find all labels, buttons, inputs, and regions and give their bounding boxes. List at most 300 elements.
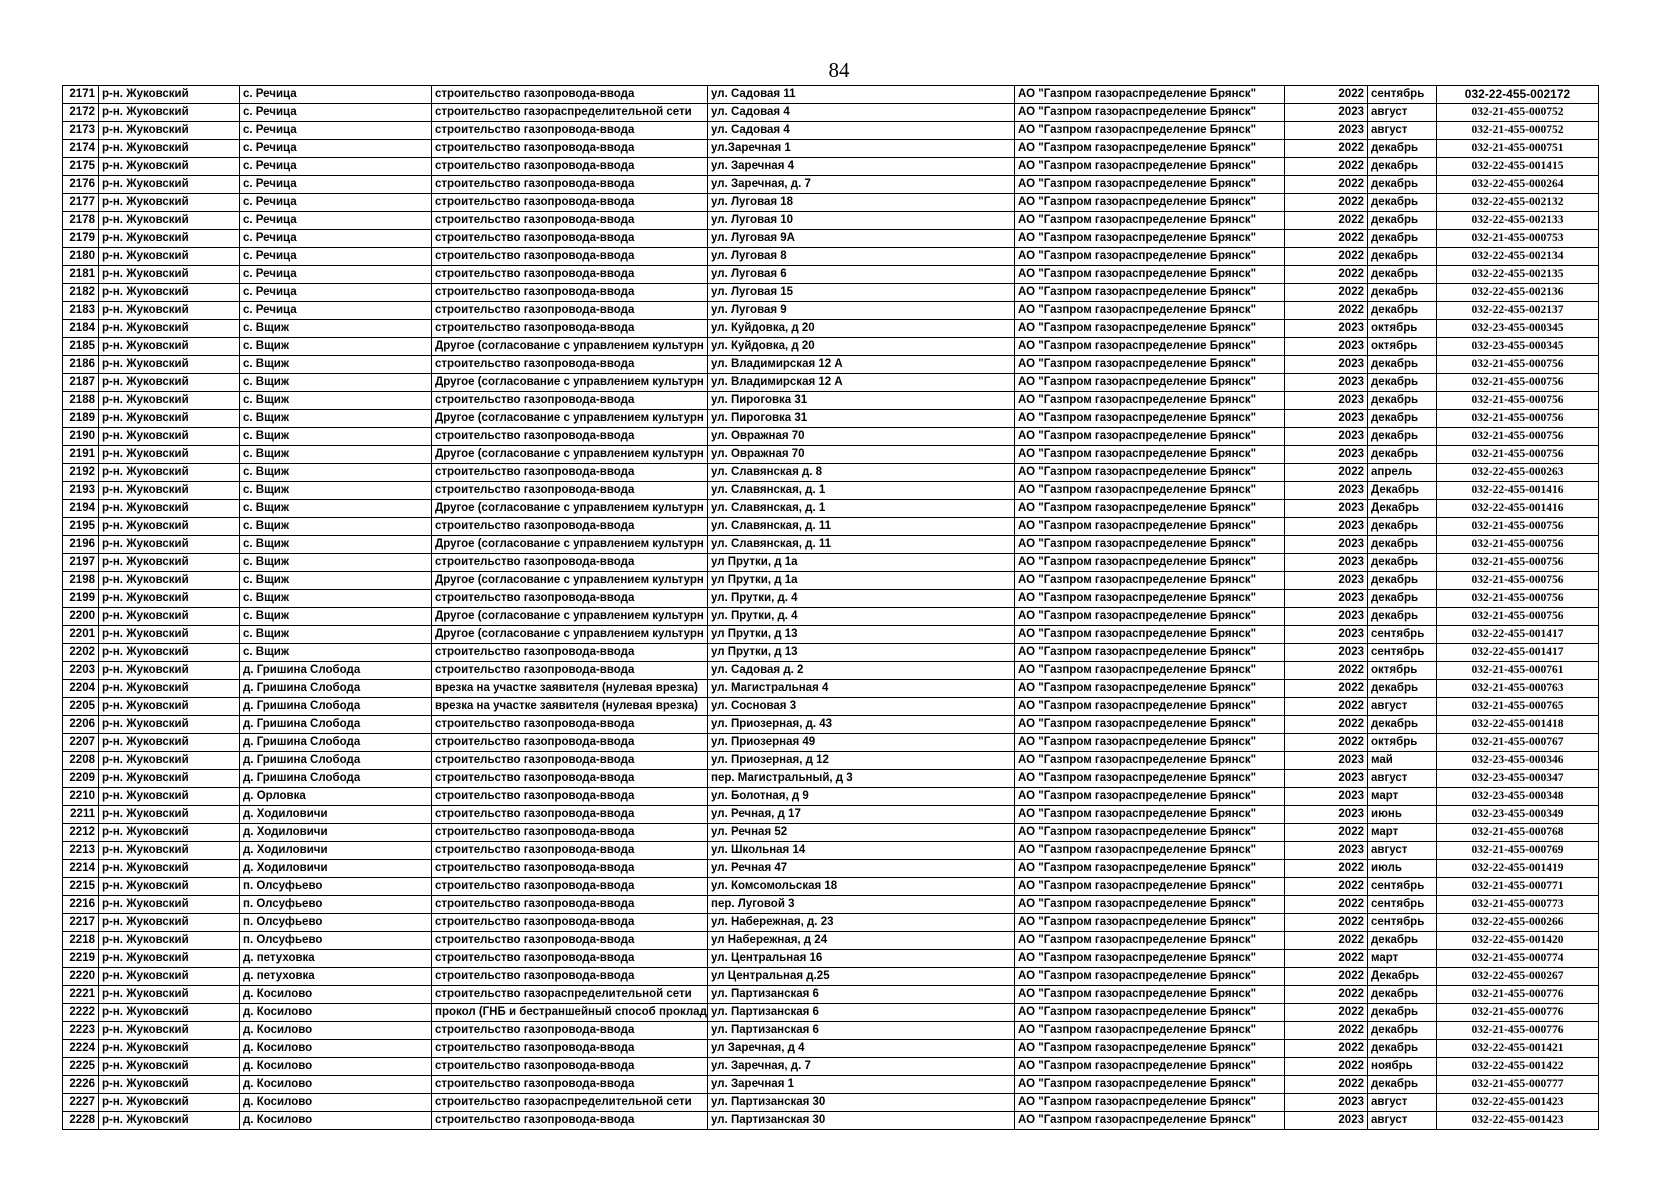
address-cell: ул. Речная, д 17 <box>708 806 1015 824</box>
organization-cell: АО "Газпром газораспределение Брянск" <box>1015 932 1285 950</box>
locality-cell: с. Вщиж <box>240 356 432 374</box>
month-cell: декабрь <box>1368 446 1437 464</box>
work-type-cell: строительство газораспределительной сети <box>432 986 708 1004</box>
table-row <box>63 752 1599 770</box>
address-cell: ул Прутки, д 13 <box>708 626 1015 644</box>
district-cell: р-н. Жуковский <box>99 572 240 590</box>
locality-cell: д. Гришина Слобода <box>240 662 432 680</box>
permit-code-cell: 032-22-455-001415 <box>1437 158 1599 176</box>
organization-cell: АО "Газпром газораспределение Брянск" <box>1015 968 1285 986</box>
year-cell: 2022 <box>1285 1058 1368 1076</box>
permit-code-cell: 032-21-455-000752 <box>1437 122 1599 140</box>
row-number-cell: 2206 <box>63 716 99 734</box>
work-type-cell: строительство газопровода-ввода <box>432 518 708 536</box>
work-type-cell: строительство газопровода-ввода <box>432 716 708 734</box>
table-row <box>63 500 1599 518</box>
year-cell: 2023 <box>1285 122 1368 140</box>
district-cell: р-н. Жуковский <box>99 950 240 968</box>
year-cell: 2023 <box>1285 104 1368 122</box>
address-cell: ул. Луговая 8 <box>708 248 1015 266</box>
year-cell: 2022 <box>1285 1040 1368 1058</box>
row-number-cell: 2217 <box>63 914 99 932</box>
organization-cell: АО "Газпром газораспределение Брянск" <box>1015 302 1285 320</box>
year-cell: 2022 <box>1285 212 1368 230</box>
locality-cell: д. Косилово <box>240 1058 432 1076</box>
district-cell: р-н. Жуковский <box>99 932 240 950</box>
address-cell: ул. Садовая 4 <box>708 104 1015 122</box>
year-cell: 2023 <box>1285 410 1368 428</box>
address-cell: ул. Приозерная, д. 43 <box>708 716 1015 734</box>
permit-code-cell: 032-22-455-001420 <box>1437 932 1599 950</box>
district-cell: р-н. Жуковский <box>99 986 240 1004</box>
year-cell: 2022 <box>1285 158 1368 176</box>
organization-cell: АО "Газпром газораспределение Брянск" <box>1015 842 1285 860</box>
district-cell: р-н. Жуковский <box>99 824 240 842</box>
row-number-cell: 2225 <box>63 1058 99 1076</box>
locality-cell: с. Вщиж <box>240 500 432 518</box>
locality-cell: с. Речица <box>240 248 432 266</box>
year-cell: 2022 <box>1285 302 1368 320</box>
locality-cell: с. Вщиж <box>240 644 432 662</box>
permit-code-cell: 032-23-455-000346 <box>1437 752 1599 770</box>
year-cell: 2022 <box>1285 896 1368 914</box>
permit-code-cell: 032-21-455-000774 <box>1437 950 1599 968</box>
address-cell: ул Набережная, д 24 <box>708 932 1015 950</box>
organization-cell: АО "Газпром газораспределение Брянск" <box>1015 86 1285 104</box>
month-cell: декабрь <box>1368 590 1437 608</box>
locality-cell: д. Косилово <box>240 1076 432 1094</box>
address-cell: ул. Приозерная, д 12 <box>708 752 1015 770</box>
month-cell: декабрь <box>1368 212 1437 230</box>
row-number-cell: 2219 <box>63 950 99 968</box>
organization-cell: АО "Газпром газораспределение Брянск" <box>1015 500 1285 518</box>
year-cell: 2022 <box>1285 86 1368 104</box>
district-cell: р-н. Жуковский <box>99 590 240 608</box>
organization-cell: АО "Газпром газораспределение Брянск" <box>1015 1112 1285 1130</box>
address-cell: ул. Заречная, д. 7 <box>708 176 1015 194</box>
work-type-cell: строительство газопровода-ввода <box>432 122 708 140</box>
address-cell: ул. Приозерная 49 <box>708 734 1015 752</box>
year-cell: 2022 <box>1285 194 1368 212</box>
table-row <box>63 986 1599 1004</box>
permit-code-cell: 032-21-455-000776 <box>1437 1022 1599 1040</box>
address-cell: ул Прутки, д 1а <box>708 554 1015 572</box>
table-row <box>63 806 1599 824</box>
year-cell: 2023 <box>1285 356 1368 374</box>
month-cell: декабрь <box>1368 536 1437 554</box>
month-cell: октябрь <box>1368 734 1437 752</box>
month-cell: декабрь <box>1368 230 1437 248</box>
organization-cell: АО "Газпром газораспределение Брянск" <box>1015 1004 1285 1022</box>
address-cell: ул. Прутки, д. 4 <box>708 608 1015 626</box>
work-type-cell: строительство газопровода-ввода <box>432 734 708 752</box>
row-number-cell: 2187 <box>63 374 99 392</box>
row-number-cell: 2188 <box>63 392 99 410</box>
district-cell: р-н. Жуковский <box>99 680 240 698</box>
organization-cell: АО "Газпром газораспределение Брянск" <box>1015 1094 1285 1112</box>
permit-code-cell: 032-21-455-000756 <box>1437 536 1599 554</box>
row-number-cell: 2224 <box>63 1040 99 1058</box>
locality-cell: д. Ходиловичи <box>240 824 432 842</box>
month-cell: декабрь <box>1368 554 1437 572</box>
table-row <box>63 1040 1599 1058</box>
district-cell: р-н. Жуковский <box>99 554 240 572</box>
work-type-cell: строительство газопровода-ввода <box>432 896 708 914</box>
work-type-cell: строительство газопровода-ввода <box>432 86 708 104</box>
row-number-cell: 2174 <box>63 140 99 158</box>
address-cell: ул. Речная 47 <box>708 860 1015 878</box>
organization-cell: АО "Газпром газораспределение Брянск" <box>1015 860 1285 878</box>
page-number: 84 <box>828 58 850 82</box>
month-cell: сентябрь <box>1368 644 1437 662</box>
year-cell: 2023 <box>1285 374 1368 392</box>
address-cell: ул. Пироговка 31 <box>708 392 1015 410</box>
work-type-cell: строительство газопровода-ввода <box>432 482 708 500</box>
month-cell: декабрь <box>1368 302 1437 320</box>
table-row <box>63 212 1599 230</box>
address-cell: ул. Луговая 6 <box>708 266 1015 284</box>
district-cell: р-н. Жуковский <box>99 1094 240 1112</box>
organization-cell: АО "Газпром газораспределение Брянск" <box>1015 140 1285 158</box>
district-cell: р-н. Жуковский <box>99 266 240 284</box>
locality-cell: д. петуховка <box>240 968 432 986</box>
organization-cell: АО "Газпром газораспределение Брянск" <box>1015 338 1285 356</box>
month-cell: август <box>1368 698 1437 716</box>
table-row <box>63 896 1599 914</box>
address-cell: ул.Заречная 1 <box>708 140 1015 158</box>
organization-cell: АО "Газпром газораспределение Брянск" <box>1015 536 1285 554</box>
permit-code-cell: 032-21-455-000777 <box>1437 1076 1599 1094</box>
district-cell: р-н. Жуковский <box>99 158 240 176</box>
organization-cell: АО "Газпром газораспределение Брянск" <box>1015 1076 1285 1094</box>
locality-cell: с. Вщиж <box>240 338 432 356</box>
locality-cell: д. Гришина Слобода <box>240 770 432 788</box>
address-cell: ул. Школьная 14 <box>708 842 1015 860</box>
locality-cell: с. Речица <box>240 104 432 122</box>
row-number-cell: 2220 <box>63 968 99 986</box>
organization-cell: АО "Газпром газораспределение Брянск" <box>1015 806 1285 824</box>
table-row <box>63 914 1599 932</box>
district-cell: р-н. Жуковский <box>99 1022 240 1040</box>
month-cell: сентябрь <box>1368 86 1437 104</box>
locality-cell: с. Вщиж <box>240 536 432 554</box>
month-cell: декабрь <box>1368 932 1437 950</box>
work-type-cell: строительство газопровода-ввода <box>432 140 708 158</box>
table-row <box>63 410 1599 428</box>
year-cell: 2022 <box>1285 986 1368 1004</box>
district-cell: р-н. Жуковский <box>99 320 240 338</box>
locality-cell: с. Вщиж <box>240 374 432 392</box>
address-cell: ул. Партизанская 6 <box>708 1022 1015 1040</box>
district-cell: р-н. Жуковский <box>99 752 240 770</box>
permit-code-cell: 032-21-455-000752 <box>1437 104 1599 122</box>
year-cell: 2022 <box>1285 266 1368 284</box>
address-cell: ул. Набережная, д. 23 <box>708 914 1015 932</box>
locality-cell: д. Косилово <box>240 1094 432 1112</box>
work-type-cell: строительство газопровода-ввода <box>432 950 708 968</box>
permit-code-cell: 032-21-455-000768 <box>1437 824 1599 842</box>
address-cell: ул Заречная, д 4 <box>708 1040 1015 1058</box>
month-cell: ноябрь <box>1368 1058 1437 1076</box>
year-cell: 2022 <box>1285 1004 1368 1022</box>
month-cell: декабрь <box>1368 140 1437 158</box>
table-row <box>63 698 1599 716</box>
permit-code-cell: 032-22-455-000267 <box>1437 968 1599 986</box>
year-cell: 2023 <box>1285 590 1368 608</box>
month-cell: апрель <box>1368 464 1437 482</box>
table-row <box>63 950 1599 968</box>
address-cell: пер. Магистральный, д 3 <box>708 770 1015 788</box>
row-number-cell: 2216 <box>63 896 99 914</box>
work-type-cell: Другое (согласование с управлением культурн <box>432 608 708 626</box>
year-cell: 2023 <box>1285 608 1368 626</box>
table-row <box>63 662 1599 680</box>
month-cell: декабрь <box>1368 608 1437 626</box>
address-cell: ул. Заречная 4 <box>708 158 1015 176</box>
organization-cell: АО "Газпром газораспределение Брянск" <box>1015 608 1285 626</box>
locality-cell: с. Вщиж <box>240 392 432 410</box>
table-row <box>63 572 1599 590</box>
row-number-cell: 2221 <box>63 986 99 1004</box>
work-type-cell: строительство газопровода-ввода <box>432 320 708 338</box>
month-cell: октябрь <box>1368 320 1437 338</box>
district-cell: р-н. Жуковский <box>99 140 240 158</box>
address-cell: ул. Сосновая 3 <box>708 698 1015 716</box>
district-cell: р-н. Жуковский <box>99 878 240 896</box>
permit-code-cell: 032-21-455-000756 <box>1437 392 1599 410</box>
address-cell: ул. Центральная 16 <box>708 950 1015 968</box>
organization-cell: АО "Газпром газораспределение Брянск" <box>1015 248 1285 266</box>
month-cell: декабрь <box>1368 1004 1437 1022</box>
address-cell: ул. Славянская, д. 1 <box>708 500 1015 518</box>
table-row <box>63 626 1599 644</box>
address-cell: ул. Луговая 15 <box>708 284 1015 302</box>
address-cell: ул. Владимирская 12 А <box>708 374 1015 392</box>
year-cell: 2022 <box>1285 662 1368 680</box>
organization-cell: АО "Газпром газораспределение Брянск" <box>1015 446 1285 464</box>
locality-cell: с. Вщиж <box>240 626 432 644</box>
district-cell: р-н. Жуковский <box>99 806 240 824</box>
district-cell: р-н. Жуковский <box>99 194 240 212</box>
district-cell: р-н. Жуковский <box>99 284 240 302</box>
year-cell: 2023 <box>1285 752 1368 770</box>
table-row <box>63 590 1599 608</box>
address-cell: ул. Луговая 9 <box>708 302 1015 320</box>
permit-code-cell: 032-21-455-000776 <box>1437 986 1599 1004</box>
permit-code-cell: 032-21-455-000756 <box>1437 518 1599 536</box>
year-cell: 2022 <box>1285 968 1368 986</box>
organization-cell: АО "Газпром газораспределение Брянск" <box>1015 176 1285 194</box>
address-cell: ул. Садовая 4 <box>708 122 1015 140</box>
month-cell: сентябрь <box>1368 896 1437 914</box>
row-number-cell: 2186 <box>63 356 99 374</box>
organization-cell: АО "Газпром газораспределение Брянск" <box>1015 626 1285 644</box>
work-type-cell: прокол (ГНБ и бестраншейный способ проклад <box>432 1004 708 1022</box>
work-type-cell: строительство газопровода-ввода <box>432 644 708 662</box>
year-cell: 2022 <box>1285 716 1368 734</box>
district-cell: р-н. Жуковский <box>99 788 240 806</box>
row-number-cell: 2226 <box>63 1076 99 1094</box>
permit-code-cell: 032-21-455-000767 <box>1437 734 1599 752</box>
year-cell: 2023 <box>1285 788 1368 806</box>
work-type-cell: строительство газопровода-ввода <box>432 590 708 608</box>
permit-code-cell: 032-22-455-001423 <box>1437 1112 1599 1130</box>
locality-cell: д. Косилово <box>240 1022 432 1040</box>
year-cell: 2022 <box>1285 824 1368 842</box>
row-number-cell: 2227 <box>63 1094 99 1112</box>
address-cell: ул. Луговая 9А <box>708 230 1015 248</box>
district-cell: р-н. Жуковский <box>99 770 240 788</box>
locality-cell: д. Гришина Слобода <box>240 716 432 734</box>
address-cell: ул. Овражная 70 <box>708 446 1015 464</box>
row-number-cell: 2197 <box>63 554 99 572</box>
permit-code-cell: 032-21-455-000761 <box>1437 662 1599 680</box>
table-row <box>63 680 1599 698</box>
permit-code-cell: 032-23-455-000348 <box>1437 788 1599 806</box>
organization-cell: АО "Газпром газораспределение Брянск" <box>1015 698 1285 716</box>
organization-cell: АО "Газпром газораспределение Брянск" <box>1015 392 1285 410</box>
table-row <box>63 788 1599 806</box>
locality-cell: с. Речица <box>240 212 432 230</box>
organization-cell: АО "Газпром газораспределение Брянск" <box>1015 734 1285 752</box>
table-row <box>63 770 1599 788</box>
year-cell: 2022 <box>1285 932 1368 950</box>
year-cell: 2022 <box>1285 1022 1368 1040</box>
locality-cell: с. Вщиж <box>240 464 432 482</box>
organization-cell: АО "Газпром газораспределение Брянск" <box>1015 464 1285 482</box>
organization-cell: АО "Газпром газораспределение Брянск" <box>1015 284 1285 302</box>
work-type-cell: строительство газопровода-ввода <box>432 212 708 230</box>
month-cell: Декабрь <box>1368 968 1437 986</box>
permit-code-cell: 032-22-455-001417 <box>1437 644 1599 662</box>
district-cell: р-н. Жуковский <box>99 842 240 860</box>
year-cell: 2022 <box>1285 860 1368 878</box>
table-row <box>63 1022 1599 1040</box>
month-cell: август <box>1368 122 1437 140</box>
row-number-cell: 2176 <box>63 176 99 194</box>
address-cell: ул. Заречная 1 <box>708 1076 1015 1094</box>
row-number-cell: 2223 <box>63 1022 99 1040</box>
table-row <box>63 968 1599 986</box>
permit-code-cell: 032-22-455-002172 <box>1437 86 1599 104</box>
work-type-cell: строительство газопровода-ввода <box>432 1112 708 1130</box>
permit-code-cell: 032-22-455-002132 <box>1437 194 1599 212</box>
address-cell: ул Прутки, д 13 <box>708 644 1015 662</box>
locality-cell: д. Косилово <box>240 1004 432 1022</box>
district-cell: р-н. Жуковский <box>99 356 240 374</box>
table-row <box>63 86 1599 104</box>
locality-cell: с. Вщиж <box>240 590 432 608</box>
table-row <box>63 104 1599 122</box>
address-cell: ул. Славянская, д. 11 <box>708 536 1015 554</box>
row-number-cell: 2212 <box>63 824 99 842</box>
permit-code-cell: 032-22-455-001418 <box>1437 716 1599 734</box>
row-number-cell: 2194 <box>63 500 99 518</box>
year-cell: 2023 <box>1285 536 1368 554</box>
month-cell: декабрь <box>1368 158 1437 176</box>
row-number-cell: 2214 <box>63 860 99 878</box>
permit-code-cell: 032-21-455-000756 <box>1437 590 1599 608</box>
month-cell: октябрь <box>1368 338 1437 356</box>
month-cell: декабрь <box>1368 410 1437 428</box>
month-cell: декабрь <box>1368 680 1437 698</box>
row-number-cell: 2177 <box>63 194 99 212</box>
year-cell: 2022 <box>1285 734 1368 752</box>
table-row <box>63 734 1599 752</box>
row-number-cell: 2172 <box>63 104 99 122</box>
locality-cell: д. Орловка <box>240 788 432 806</box>
row-number-cell: 2222 <box>63 1004 99 1022</box>
address-cell: ул. Славянская, д. 11 <box>708 518 1015 536</box>
work-type-cell: строительство газопровода-ввода <box>432 356 708 374</box>
locality-cell: с. Речица <box>240 230 432 248</box>
district-cell: р-н. Жуковский <box>99 392 240 410</box>
table-row <box>63 194 1599 212</box>
district-cell: р-н. Жуковский <box>99 698 240 716</box>
month-cell: март <box>1368 788 1437 806</box>
district-cell: р-н. Жуковский <box>99 608 240 626</box>
month-cell: декабрь <box>1368 1040 1437 1058</box>
year-cell: 2023 <box>1285 392 1368 410</box>
district-cell: р-н. Жуковский <box>99 446 240 464</box>
locality-cell: д. Ходиловичи <box>240 806 432 824</box>
year-cell: 2023 <box>1285 482 1368 500</box>
month-cell: декабрь <box>1368 716 1437 734</box>
work-type-cell: Другое (согласование с управлением культурн <box>432 446 708 464</box>
work-type-cell: Другое (согласование с управлением культурн <box>432 626 708 644</box>
permit-code-cell: 032-22-455-000263 <box>1437 464 1599 482</box>
row-number-cell: 2198 <box>63 572 99 590</box>
organization-cell: АО "Газпром газораспределение Брянск" <box>1015 878 1285 896</box>
work-type-cell: строительство газопровода-ввода <box>432 248 708 266</box>
locality-cell: д. Ходиловичи <box>240 860 432 878</box>
month-cell: июнь <box>1368 806 1437 824</box>
row-number-cell: 2228 <box>63 1112 99 1130</box>
permit-code-cell: 032-22-455-002133 <box>1437 212 1599 230</box>
locality-cell: с. Вщиж <box>240 554 432 572</box>
permit-code-cell: 032-22-455-000264 <box>1437 176 1599 194</box>
permit-code-cell: 032-21-455-000756 <box>1437 446 1599 464</box>
locality-cell: с. Вщиж <box>240 572 432 590</box>
district-cell: р-н. Жуковский <box>99 122 240 140</box>
row-number-cell: 2179 <box>63 230 99 248</box>
district-cell: р-н. Жуковский <box>99 212 240 230</box>
table-row <box>63 446 1599 464</box>
locality-cell: с. Вщиж <box>240 428 432 446</box>
permit-code-cell: 032-22-455-001416 <box>1437 482 1599 500</box>
address-cell: ул. Прутки, д. 4 <box>708 590 1015 608</box>
address-cell: ул. Магистральная 4 <box>708 680 1015 698</box>
organization-cell: АО "Газпром газораспределение Брянск" <box>1015 752 1285 770</box>
organization-cell: АО "Газпром газораспределение Брянск" <box>1015 122 1285 140</box>
work-type-cell: строительство газопровода-ввода <box>432 842 708 860</box>
locality-cell: д. Гришина Слобода <box>240 698 432 716</box>
row-number-cell: 2192 <box>63 464 99 482</box>
locality-cell: с. Вщиж <box>240 482 432 500</box>
district-cell: р-н. Жуковский <box>99 338 240 356</box>
organization-cell: АО "Газпром газораспределение Брянск" <box>1015 680 1285 698</box>
district-cell: р-н. Жуковский <box>99 626 240 644</box>
locality-cell: д. Косилово <box>240 986 432 1004</box>
locality-cell: с. Вщиж <box>240 608 432 626</box>
table-row <box>63 536 1599 554</box>
row-number-cell: 2213 <box>63 842 99 860</box>
address-cell: ул. Болотная, д 9 <box>708 788 1015 806</box>
district-cell: р-н. Жуковский <box>99 1040 240 1058</box>
work-type-cell: строительство газопровода-ввода <box>432 302 708 320</box>
address-cell: ул. Комсомольская 18 <box>708 878 1015 896</box>
work-type-cell: Другое (согласование с управлением культурн <box>432 338 708 356</box>
